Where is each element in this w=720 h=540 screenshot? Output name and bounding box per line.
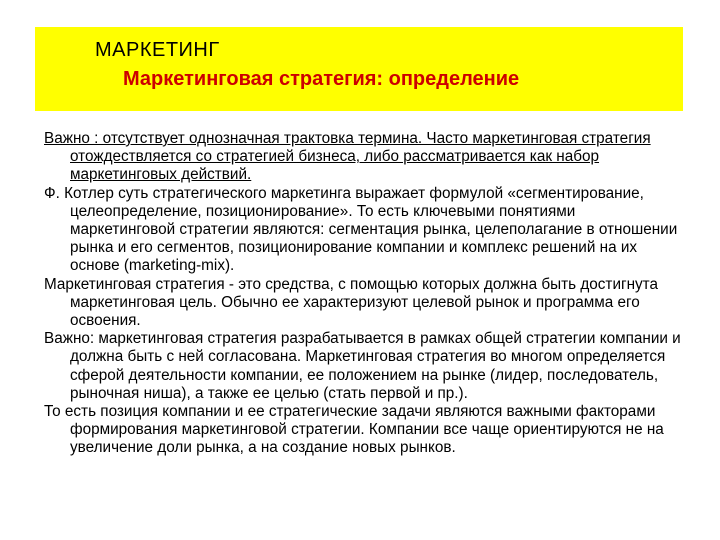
header-subtitle: Маркетинговая стратегия: определение <box>123 68 520 90</box>
paragraph-definition-note: Важно : отсутствует однозначная трактовка термина. Часто маркетинговая стратегия отождествляется со стратегией бизнеса, либо рассматривается как набор маркетинговых действий. <box>44 130 651 184</box>
content-body <box>44 130 684 458</box>
paragraph-position: То есть позиция компании и ее стратегические задачи являются важными факторами формирования маркетинговой стратегии. Компании все чаще ориентируются не на увеличение доли рынка, а на создание новых рынков. <box>44 403 664 457</box>
header-banner <box>35 27 683 111</box>
header-title: МАРКЕТИНГ <box>95 39 220 61</box>
paragraph-important: Важно: маркетинговая стратегия разрабатывается в рамках общей стратегии компании и должна быть с ней согласована. Маркетинговая стратегия во многом определяется сферой деятельности компании, ее положением на рынке (лидер, последователь, рыночная ниша), а также ее целью (стать первой и пр.). <box>44 330 681 402</box>
paragraph-strategy-means: Маркетинговая стратегия - это средства, с помощью которых должна быть достигнута маркетинговая цель. Обычно ее характеризуют целевой рынок и программа его освоения. <box>44 275 659 330</box>
paragraph-kotler: Ф. Котлер суть стратегического маркетинга выражает формулой «сегментирование, целеопределение, позиционирование». То есть ключевыми понятиями маркетинговой стратегии являются: сегментация рынка, целеполагание в отношении рынка и его сегментов, позиционирование компании и комплекс решений на их основе (marketing-mix). <box>44 184 678 275</box>
